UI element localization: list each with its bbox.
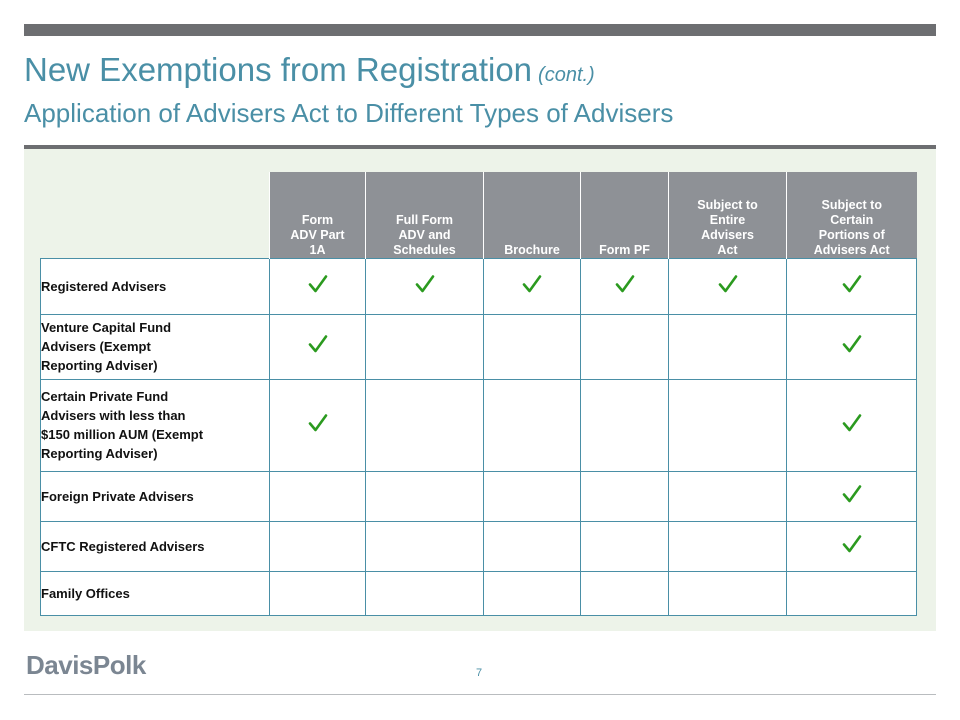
checkmark-icon <box>717 273 739 295</box>
checkmark-icon <box>841 273 863 295</box>
checkmark-icon <box>841 412 863 434</box>
table-cell <box>581 379 669 471</box>
table-cell <box>366 379 484 471</box>
table-cell <box>366 521 484 571</box>
row-label-line: Reporting Adviser) <box>41 358 158 373</box>
table-cell <box>270 379 366 471</box>
table-row <box>41 314 917 379</box>
table-cell <box>484 571 581 615</box>
column-header-line: Certain <box>830 212 874 227</box>
bottom-rule <box>24 694 936 695</box>
table-row <box>41 571 917 615</box>
checkmark-icon <box>841 333 863 355</box>
row-label-line: Reporting Adviser) <box>41 446 158 461</box>
table-cell <box>366 258 484 314</box>
row-label-line: Venture Capital Fund <box>41 320 172 335</box>
table-cell <box>787 471 917 521</box>
table-cell <box>669 521 787 571</box>
row-label <box>41 379 270 471</box>
advisers-table <box>40 172 917 616</box>
checkmark-icon <box>614 273 636 295</box>
column-header-line: Schedules <box>393 242 456 257</box>
table-body <box>41 258 917 615</box>
table-corner <box>41 172 270 258</box>
table-cell <box>669 379 787 471</box>
column-header <box>581 172 669 258</box>
table-cell <box>581 571 669 615</box>
table-cell <box>366 314 484 379</box>
top-bar <box>24 24 936 36</box>
column-header-line: Advisers <box>701 227 754 242</box>
table-cell <box>270 314 366 379</box>
column-header <box>787 172 917 258</box>
row-label-line: $150 million AUM (Exempt <box>41 427 204 442</box>
checkmark-icon <box>307 273 329 295</box>
column-header-line: Subject to <box>697 197 758 212</box>
table-cell <box>270 571 366 615</box>
row-label-line: Advisers with less than <box>41 408 186 423</box>
table-cell <box>787 258 917 314</box>
page-number: 7 <box>476 667 483 679</box>
row-label-line: CFTC Registered Advisers <box>41 538 205 554</box>
table-row <box>41 471 917 521</box>
checkmark-icon <box>841 483 863 505</box>
table-cell <box>787 521 917 571</box>
table-cell <box>484 521 581 571</box>
table-cell <box>669 471 787 521</box>
column-header-line: 1A <box>309 242 326 257</box>
column-header <box>366 172 484 258</box>
title-main: New Exemptions from Registration <box>24 51 533 88</box>
row-label <box>41 258 270 314</box>
column-header-line: Portions of <box>818 227 885 242</box>
page-title <box>24 50 936 95</box>
column-header-line: Form PF <box>599 242 650 257</box>
column-header-line: Act <box>717 242 738 257</box>
page-subtitle: Application of Advisers Act to Different Types of Advisers <box>24 98 674 128</box>
table-cell <box>581 471 669 521</box>
column-header-line: Advisers Act <box>813 242 890 257</box>
table-cell <box>270 521 366 571</box>
row-label-line: Family Offices <box>41 585 130 601</box>
title-block <box>24 50 936 131</box>
table-cell <box>581 314 669 379</box>
table-cell <box>581 521 669 571</box>
row-label-line: Advisers (Exempt <box>41 339 151 354</box>
table-cell <box>366 571 484 615</box>
row-label <box>41 471 270 521</box>
table-cell <box>366 471 484 521</box>
table-cell <box>484 258 581 314</box>
table-row <box>41 379 917 471</box>
table-cell <box>484 471 581 521</box>
table-row <box>41 258 917 314</box>
column-header <box>484 172 581 258</box>
checkmark-icon <box>307 412 329 434</box>
davis-polk-logo: DavisPolk <box>26 650 146 680</box>
table-cell <box>669 258 787 314</box>
column-header-line: Brochure <box>504 242 560 257</box>
table-cell <box>669 314 787 379</box>
row-label-line: Registered Advisers <box>41 278 167 294</box>
table-cell <box>787 379 917 471</box>
checkmark-icon <box>414 273 436 295</box>
table-cell <box>787 571 917 615</box>
title-cont: (cont.) <box>538 64 595 86</box>
column-header-line: Entire <box>709 212 746 227</box>
table-cell <box>669 571 787 615</box>
table-cell <box>787 314 917 379</box>
column-header-line: Form <box>301 212 334 227</box>
row-label <box>41 314 270 379</box>
column-header <box>270 172 366 258</box>
checkmark-icon <box>841 533 863 555</box>
row-label-line: Certain Private Fund <box>41 389 169 404</box>
column-header-line: Subject to <box>821 197 882 212</box>
row-label <box>41 571 270 615</box>
column-header-line: Full Form <box>396 212 453 227</box>
table-cell <box>270 471 366 521</box>
column-header-line: ADV Part <box>290 227 345 242</box>
table-cell <box>581 258 669 314</box>
column-header <box>669 172 787 258</box>
table-cell <box>484 314 581 379</box>
table-row <box>41 521 917 571</box>
table-cell <box>270 258 366 314</box>
table-header-row <box>41 172 917 258</box>
row-label-line: Foreign Private Advisers <box>41 488 194 504</box>
checkmark-icon <box>307 333 329 355</box>
column-header-line: ADV and <box>398 227 451 242</box>
table-cell <box>484 379 581 471</box>
checkmark-icon <box>521 273 543 295</box>
row-label <box>41 521 270 571</box>
